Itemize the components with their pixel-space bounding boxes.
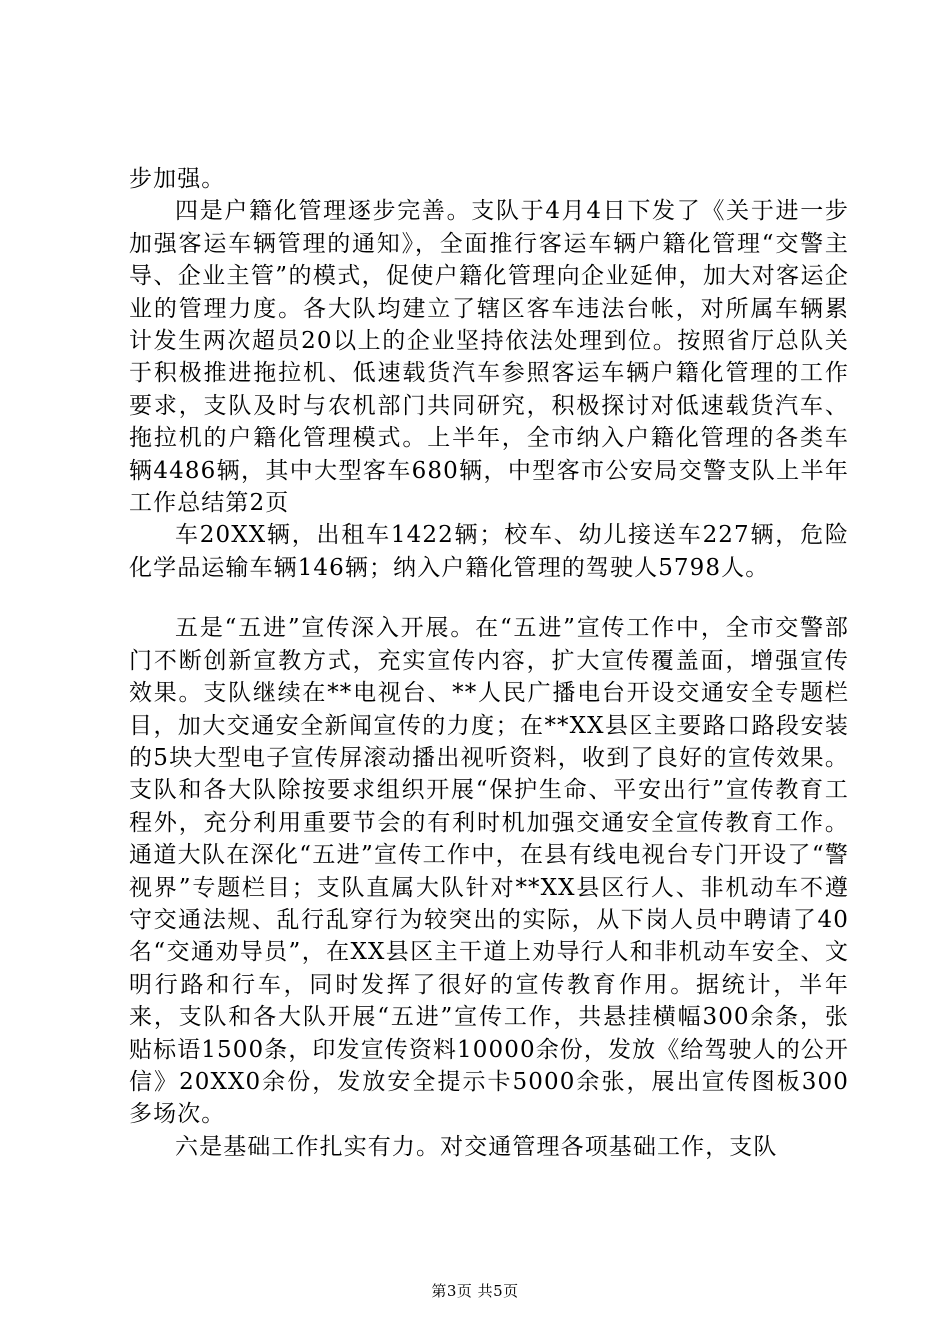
paragraph-continuation: 步加强。 bbox=[129, 166, 226, 192]
paragraph-vehicle-stats: 车20XX辆，出租车1422辆；校车、幼儿接送车227辆，危险化学品运输车辆146辆；纳入户籍化管理的驾驶人5798人。 bbox=[129, 522, 849, 581]
page-footer: 第3页 共5页 bbox=[431, 1282, 519, 1300]
document-body bbox=[129, 163, 849, 1163]
paragraph-five-into-publicity: 五是“五进”宣传深入开展。在“五进”宣传工作中，全市交警部门不断创新宣教方式，充实宣传内容，扩大宣传覆盖面，增强宣传效果。支队继续在**电视台、**人民广播电台开设交通安全专题栏目，加大交通安全新闻宣传的力度；在**XX县区主要路口路段安装的5块大型电子宣传屏滚动播出视听资料，收到了良好的宣传效果。支队和各大队除按要求组织开展“保护生命、平安出行”宣传教育工程外，充分利用重要节会的有利时机加强交通安全宣传教育工作。通道大队在深化“五进”宣传工作中，在县有线电视台专门开设了“警视界”专题栏目；支队直属大队针对**XX县区行人、非机动车不遵守交通法规、乱行乱穿行为较突出的实际，从下岗人员中聘请了40名“交通劝导员”，在XX县区主干道上劝导行人和非机动车安全、文明行路和行车，同时发挥了很好的宣传教育作用。据统计，半年来，支队和各大队开展“五进”宣传工作，共悬挂横幅300余条，张贴标语1500条，印发宣传资料10000余份，发放《给驾驶人的公开信》20XX0余份，发放安全提示卡5000余张，展出宣传图板300多场次。 bbox=[129, 615, 849, 1128]
paragraph-household-registration: 四是户籍化管理逐步完善。支队于4月4日下发了《关于进一步加强客运车辆管理的通知》，全面推行客运车辆户籍化管理“交警主导、企业主管”的模式，促使户籍化管理向企业延伸，加大对客运企业的管理力度。各大队均建立了辖区客车违法台帐，对所属车辆累计发生两次超员20以上的企业坚持依法处理到位。按照省厅总队关于积极推进拖拉机、低速载货汽车参照客运车辆户籍化管理的工作要求，支队及时与农机部门共同研究，积极探讨对低速载货汽车、拖拉机的户籍化管理模式。上半年，全市纳入户籍化管理的各类车辆4486辆，其中大型客车680辆，中型客市公安局交警支队上半年工作总结第2页 bbox=[129, 198, 849, 517]
paragraph-spacer bbox=[129, 584, 849, 612]
paragraph-basic-work: 六是基础工作扎实有力。对交通管理各项基础工作，支队 bbox=[175, 1133, 778, 1160]
